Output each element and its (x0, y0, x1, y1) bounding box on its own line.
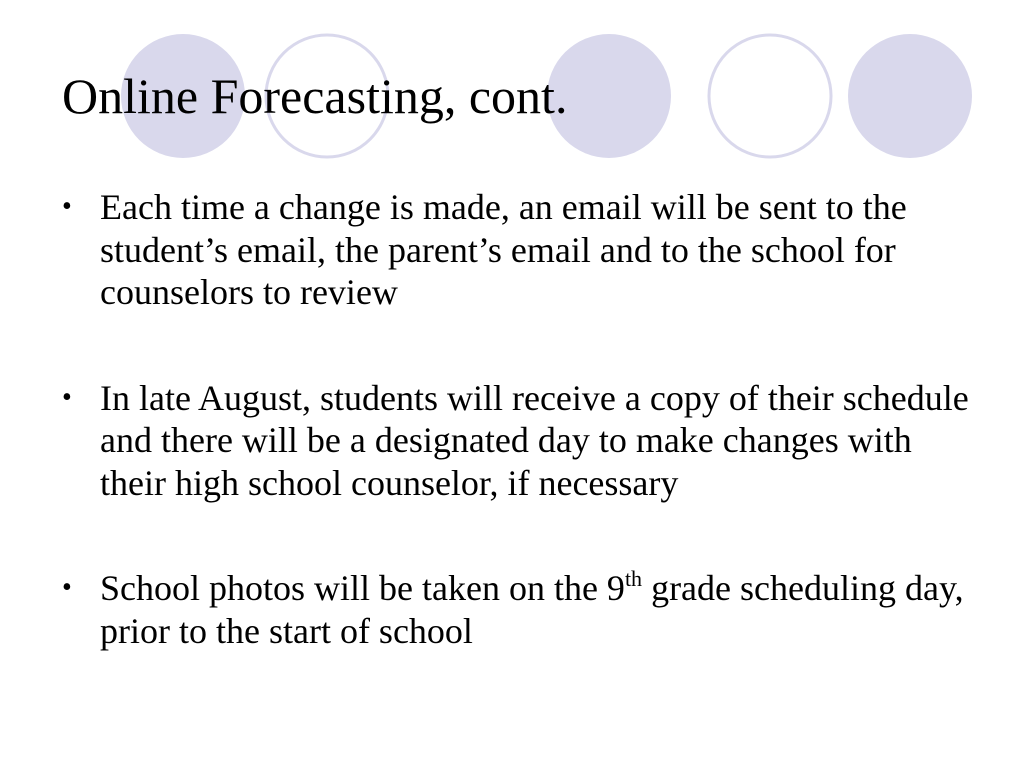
bullet-text-before: School photos will be taken on the 9 (100, 568, 625, 608)
superscript-ordinal: th (624, 566, 643, 591)
slide-title: Online Forecasting, cont. (62, 68, 568, 124)
bullet-list (62, 186, 982, 652)
bullet-text: Each time a change is made, an email will be sent to the student’s email, the parent’s email and to the school for counselors to review (100, 187, 907, 312)
bullet-item (62, 567, 982, 652)
bullet-text: In late August, students will receive a copy of their schedule and there will be a designated day to make changes with their high school counselor, if necessary (100, 377, 969, 503)
bullet-item (62, 186, 982, 314)
circle-outline-2 (709, 35, 831, 157)
bullet-dot-icon: • (62, 191, 72, 222)
bullet-text-after: grade scheduling day, prior to the start of school (100, 568, 964, 651)
circle-filled-3 (848, 34, 972, 158)
bullet-dot-icon: • (62, 381, 72, 413)
bullet-dot-icon: • (62, 572, 72, 603)
bullet-item (62, 377, 982, 505)
